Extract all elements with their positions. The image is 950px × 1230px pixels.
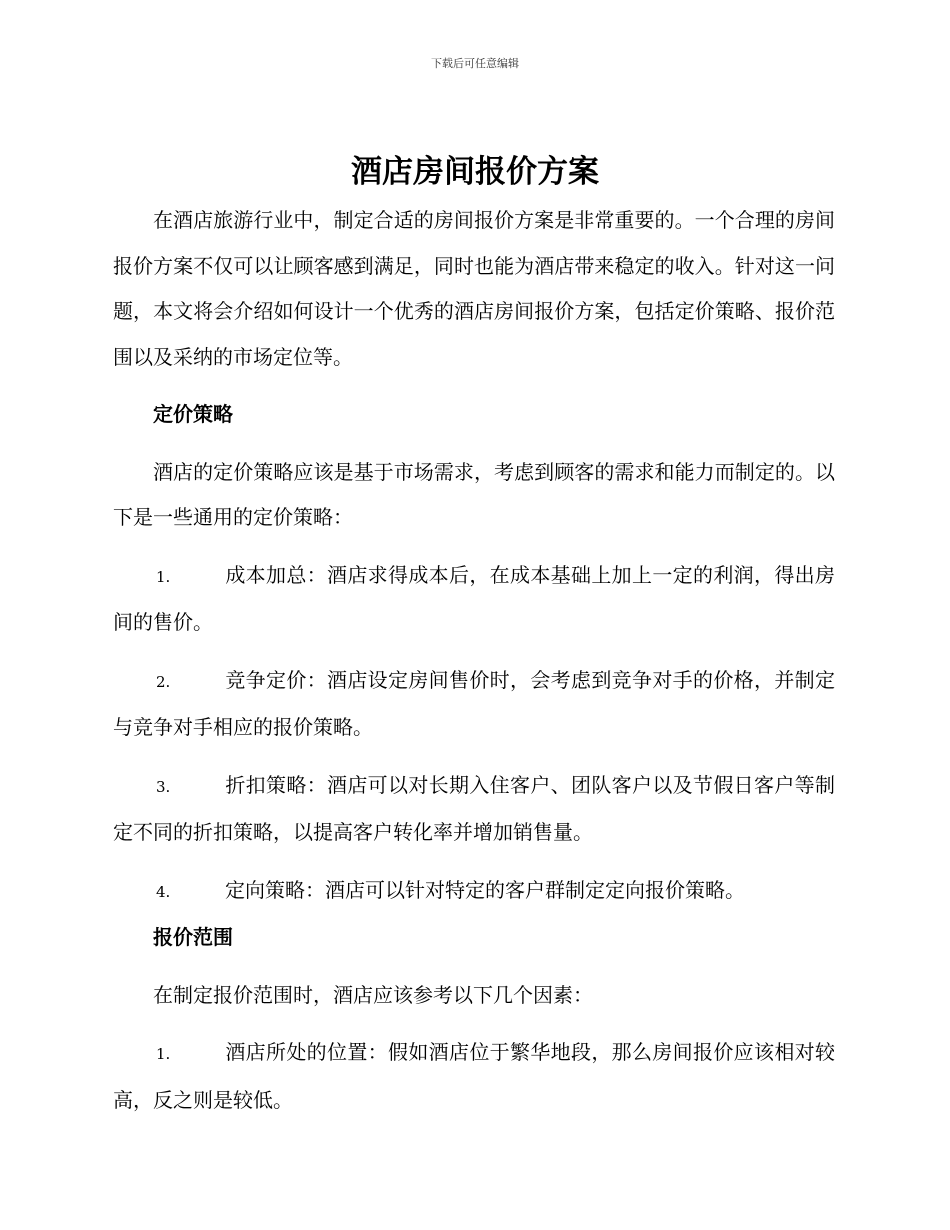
section-lead-range: 在制定报价范围时，酒店应该参考以下几个因素： — [153, 982, 593, 1007]
list-item — [113, 763, 835, 856]
header-note: 下载后可任意编辑 — [431, 57, 519, 70]
list-item — [113, 658, 835, 751]
list-item-text: 定向策略：酒店可以针对特定的客户群制定定向报价策略。 — [225, 877, 745, 902]
section-heading-pricing: 定价策略 — [153, 402, 233, 426]
list-item — [113, 1030, 835, 1123]
page-title: 酒店房间报价方案 — [351, 154, 599, 190]
list-item-text: 折扣策略：酒店可以对长期入住客户、团队客户以及节假日客户等制定不同的折扣策略，以提高客户转化率并增加销售量。 — [113, 772, 835, 844]
list-item-text: 成本加总：酒店求得成本后，在成本基础上加上一定的利润，得出房间的售价。 — [113, 562, 835, 634]
list-item — [113, 868, 835, 916]
list-item — [113, 553, 835, 646]
list-number: 3. — [156, 777, 171, 796]
list-item-text: 竞争定价：酒店设定房间售价时，会考虑到竞争对手的价格，并制定与竞争对手相应的报价策略。 — [113, 667, 835, 739]
list-item-text: 酒店所处的位置：假如酒店位于繁华地段，那么房间报价应该相对较高，反之则是较低。 — [113, 1040, 835, 1112]
list-number: 4. — [156, 882, 171, 901]
list-number: 1. — [156, 567, 171, 586]
section-heading-range: 报价范围 — [153, 925, 233, 949]
section-lead-pricing: 酒店的定价策略应该是基于市场需求，考虑到顾客的需求和能力而制定的。以下是一些通用的定价策略： — [113, 459, 835, 529]
list-number: 2. — [156, 672, 171, 691]
document-body — [113, 198, 835, 1123]
list-number: 1. — [156, 1045, 171, 1063]
intro-paragraph: 在酒店旅游行业中，制定合适的房间报价方案是非常重要的。一个合理的房间报价方案不仅可以让顾客感到满足，同时也能为酒店带来稳定的收入。针对这一问题，本文将会介绍如何设计一个优秀的酒店房间报价方案，包括定价策略、报价范围以及采纳的市场定位等。 — [113, 208, 835, 369]
